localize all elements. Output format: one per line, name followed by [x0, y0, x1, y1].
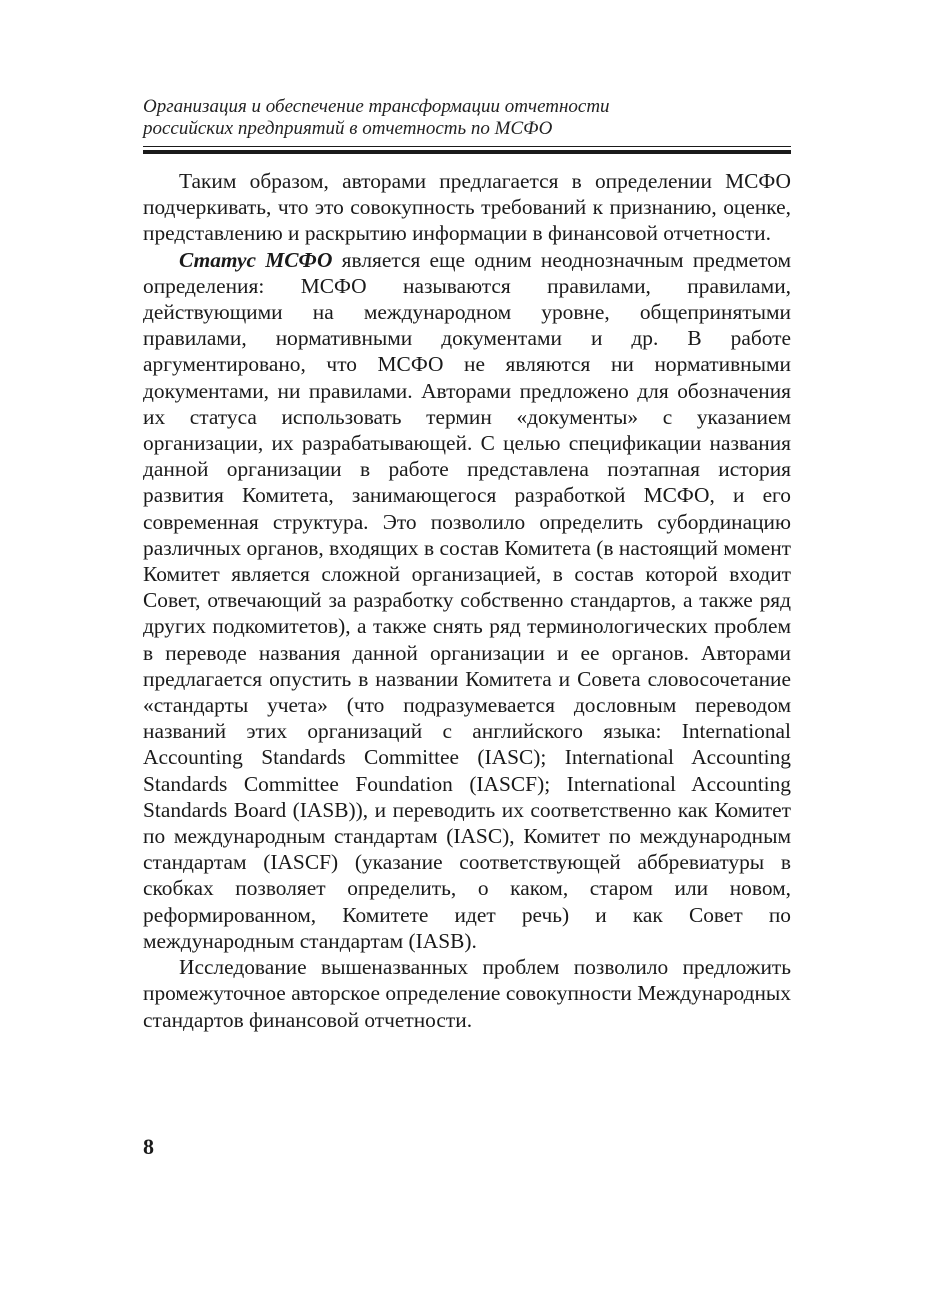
running-head — [143, 96, 791, 140]
paragraph-3: Исследование вышеназванных проблем позволило предложить промежуточное авторское определение совокупности Международных стандартов финансовой отчетности. — [143, 955, 791, 1032]
header-rule-thin — [143, 146, 791, 147]
running-head-line-1: Организация и обеспечение трансформации отчетности — [143, 96, 610, 117]
body-text — [143, 168, 791, 1033]
paragraph-2 — [143, 247, 791, 954]
running-head-line-2: российских предприятий в отчетность по МСФО — [143, 118, 553, 139]
page-number: 8 — [143, 1134, 154, 1159]
paragraph-1: Таким образом, авторами предлагается в определении МСФО подчеркивать, что это совокупность требований к признанию, оценке, представлению и раскрытию информации в финансовой отчетности. — [143, 169, 791, 246]
header-rule-thick — [143, 150, 791, 154]
paragraph-2-text: является еще одним неоднозначным предметом определения: МСФО называются правилами, правилами, действующими на международном уровне, общепринятыми правилами, нормативными документами и др. В работе аргументировано, что МСФО не являются ни нормативными документами, ни правилами. Авторами предложено для обозначения их статуса использовать термин «документы» с указанием организации, их разрабатывающей. С целью спецификации названия данной организации в работе представлена поэтапная история развития Комитета, занимающегося разработкой МСФО, и его современная структура. Это позволило определить субординацию различных органов, входящих в состав Комитета (в настоящий момент Комитет является сложной организацией, в состав которой входит Совет, отвечающий за разработку собственно стандартов, а также ряд других подкомитетов), а также снять ряд терминологических проблем в переводе названия данной организации и ее органов. Авторами предлагается опустить в названии Комитета и Совета словосочетание «стандарты учета» (что подразумевается дословным переводом названий этих организаций с английского языка: International Accounting Standards Committee (IASC); International Accounting Standards Committee Foundation (IASCF); International Accounting Standards Board (IASB)), и переводить их соответственно как Комитет по международным стандартам (IASC), Комитет по международным стандартам (IASCF) (указание соответствующей аббревиатуры в скобках позволяет определить, о каком, старом или новом, реформированном, Комитете идет речь) и как Совет по международным стандартам (IASB). — [143, 247, 791, 953]
paragraph-2-lead-term: Статус МСФО — [179, 247, 333, 272]
